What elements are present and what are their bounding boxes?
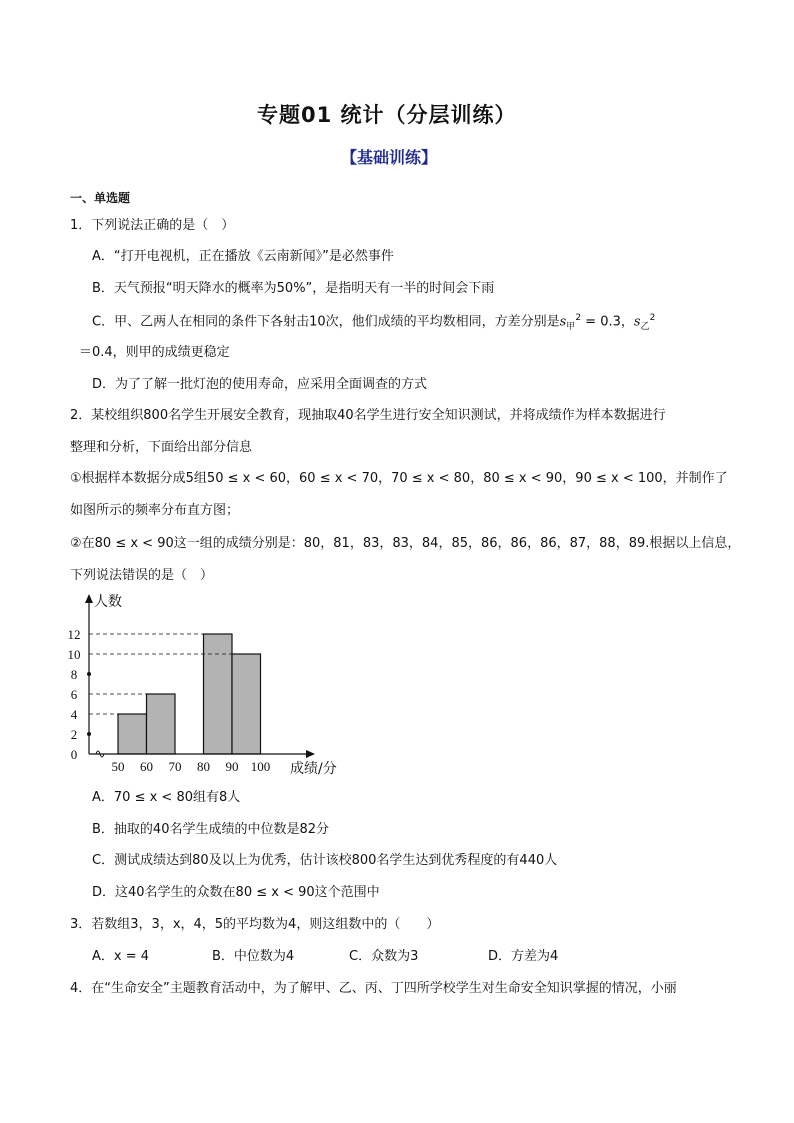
y-tick-label-8: 8 [70,667,78,682]
x-tick-label-60: 60 [140,759,153,774]
y-tick-label-4: 4 [70,707,78,722]
y-tick-label-6: 6 [70,687,78,702]
q3-option-c: C．众数为3 [349,949,419,964]
histogram-bar-80-90 [204,634,233,754]
axis-dot-2 [87,732,91,736]
y-tick-label-10: 10 [67,647,81,662]
q1-option-d: D．为了了解一批灯泡的使用寿命，应采用全面调查的方式 [92,377,428,392]
q2-option-b: B．抽取的40名学生成绩的中位数是82分 [92,822,330,837]
q2-info1-line2: 如图所示的频率分布直方图； [70,503,240,518]
q2-stem-line2: 整理和分析，下面给出部分信息 [70,440,253,455]
q1-option-a: A．“打开电视机，正在播放《云南新闻》”是必然事件 [92,249,394,264]
histogram-bar-60-70 [147,694,176,754]
x-axis-arrow [306,750,315,758]
axis-dot-8 [87,672,91,676]
q1-option-c [92,314,655,332]
q2-info1-line1: ①根据样本数据分成5组50 ≤ x < 60，60 ≤ x < 70，70 ≤ x < 80，80 ≤ x < 90，90 ≤ x < 100，并制作了 [70,471,728,486]
x-tick-label-70: 70 [168,759,182,774]
subscript-yi: 乙 [640,321,650,332]
q3-option-b: B．中位数为4 [212,949,295,964]
x-tick-label-50: 50 [111,759,125,774]
q2-info2-line2: 下列说法错误的是（ ） [70,568,214,583]
y-axis-label: 人数 [94,594,122,610]
y-tick-label-0: 0 [70,747,78,762]
section-subtitle: 【基础训练】 [341,148,438,167]
page-title: 专题01 统计（分层训练） [257,103,517,127]
y-axis-arrow [85,594,93,603]
histogram-bar-90-100 [232,654,261,754]
q3-option-d: D．方差为4 [488,949,559,964]
histogram-bar-50-60 [118,714,147,754]
q2-stem-line1: 2．某校组织800名学生开展安全教育，现抽取40名学生进行安全知识测试，并将成绩作为样本数据进行 [70,408,666,423]
variance-value-jia: = 0.3， [581,314,634,330]
q3-stem: 3．若数组3，3，x，4，5的平均数为4，则这组数中的（ ） [70,917,440,932]
superscript-2: 2 [575,313,582,323]
x-axis-label: 成绩/分 [290,761,337,777]
frequency-histogram [58,588,358,783]
x-tick-label-100: 100 [250,759,271,774]
q2-info2-line1: ②在80 ≤ x < 90这一组的成绩分别是：80，81，83，83，84，85，86，86，86，87，88，89.根据以上信息， [70,536,741,551]
x-tick-label-90: 90 [225,759,239,774]
q1-stem: 1．下列说法正确的是（ ） [70,218,235,233]
q1-option-b: B．天气预报“明天降水的概率为50%”，是指明天有一半的时间会下雨 [92,281,495,296]
q1-option-c-cont: ＝0.4，则甲的成绩更稳定 [79,345,230,360]
variance-symbol-2: s [633,314,641,330]
subscript-jia: 甲 [566,321,576,332]
q3-option-a: A．x = 4 [92,949,150,964]
q2-option-a: A．70 ≤ x < 80组有8人 [92,790,241,805]
section-heading: 一、单选题 [70,191,131,205]
y-tick-label-12: 12 [67,627,81,642]
variance-symbol: s [559,314,567,330]
q2-option-c: C．测试成绩达到80及以上为优秀，估计该校800名学生达到优秀程度的有440人 [92,853,558,868]
x-tick-label-80: 80 [197,759,210,774]
q4-stem: 4．在“生命安全”主题教育活动中，为了解甲、乙、丙、丁四所学校学生对生命安全知识掌握的情况，小丽 [70,981,677,996]
q2-option-d: D．这40名学生的众数在80 ≤ x < 90这个范围中 [92,885,380,900]
q1-option-c-text: C．甲、乙两人在相同的条件下各射击10次，他们成绩的平均数相同，方差分别是 [92,314,560,330]
superscript-2b: 2 [649,313,656,323]
y-tick-label-2: 2 [70,727,78,742]
